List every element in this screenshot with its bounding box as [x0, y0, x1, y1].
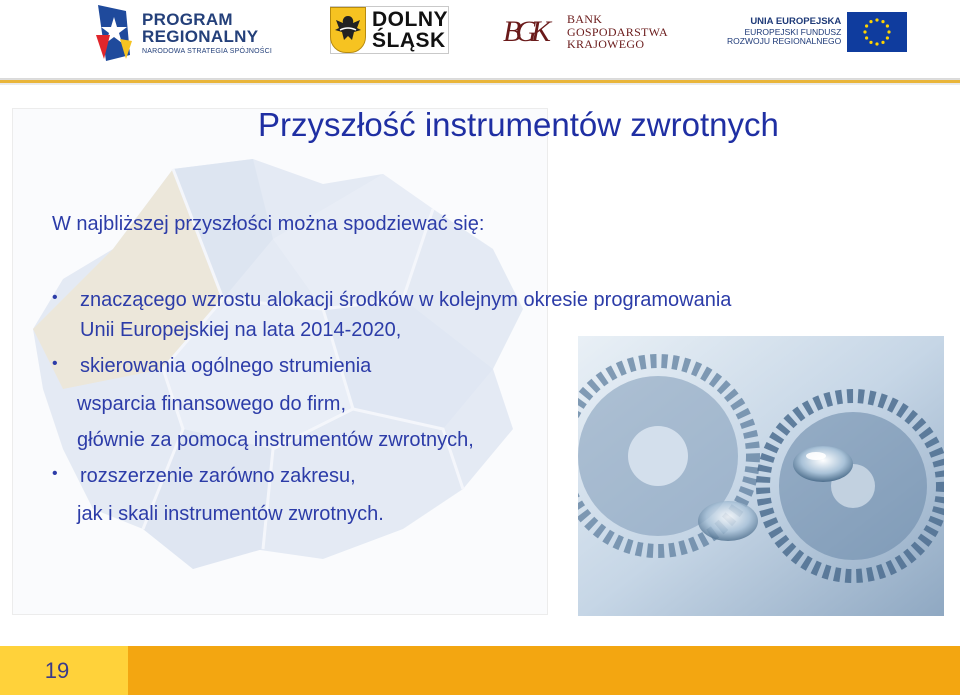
lead-text: W najbliższej przyszłości można spodziewać się:	[52, 213, 485, 235]
list-item	[52, 466, 356, 486]
dolny-slask-line2: ŚLĄSK	[372, 29, 446, 52]
gears-photo	[578, 336, 944, 616]
unia-line2: EUROPEJSKI FUNDUSZ	[744, 26, 842, 37]
unia-line1: UNIA EUROPEJSKA	[750, 15, 842, 27]
list-item-text: znaczącego wzrostu alokacji środków w kolejnym okresie programowania	[80, 289, 732, 311]
program-regionalny-line1: PROGRAM	[142, 10, 233, 29]
list-item-text: skierowania ogólnego strumienia	[80, 355, 372, 377]
bgk-line1: BANK	[567, 12, 603, 27]
list-item	[52, 356, 371, 376]
page-number: 19	[44, 658, 70, 683]
eu-flag-icon	[847, 12, 907, 52]
bullet-icon: •	[52, 289, 58, 306]
program-regionalny-line3: NARODOWA STRATEGIA SPÓJNOŚCI	[142, 48, 273, 55]
eagle-shield-icon	[330, 7, 366, 53]
list-item-text: jak i skali instrumentów zwrotnych.	[77, 503, 384, 525]
list-item-text: rozszerzenie zarówno zakresu,	[80, 465, 356, 487]
bgk-logo	[503, 8, 668, 56]
header-gold-rule	[0, 80, 960, 83]
program-regionalny-star-icon	[96, 5, 132, 61]
bgk-line3: KRAJOWEGO	[567, 37, 645, 52]
dolny-slask-logo	[330, 6, 448, 54]
footer-bar	[0, 646, 960, 695]
program-regionalny-line2: REGIONALNY	[142, 27, 259, 46]
program-regionalny-logo	[96, 4, 272, 62]
bullet-icon: •	[52, 355, 58, 372]
bullet-icon: •	[52, 465, 58, 482]
list-item	[52, 430, 474, 450]
list-item	[52, 320, 401, 340]
logo-bar	[0, 0, 960, 80]
unia-line3: ROZWOJU REGIONALNEGO	[727, 36, 842, 47]
slide-title: Przyszłość instrumentów zwrotnych	[258, 106, 779, 143]
list-item	[52, 290, 731, 310]
bgk-monogram: BGK	[503, 15, 545, 48]
list-item	[52, 504, 384, 524]
list-item-text: Unii Europejskiej na lata 2014-2020,	[80, 319, 402, 341]
list-item	[52, 394, 346, 414]
dolny-slask-line1: DOLNY	[372, 8, 448, 31]
list-item-text: wsparcia finansowego do firm,	[77, 393, 347, 415]
bgk-line2: GOSPODARSTWA	[567, 24, 668, 39]
unia-europejska-logo	[727, 12, 907, 52]
list-item-text: głównie za pomocą instrumentów zwrotnych,	[77, 429, 474, 451]
